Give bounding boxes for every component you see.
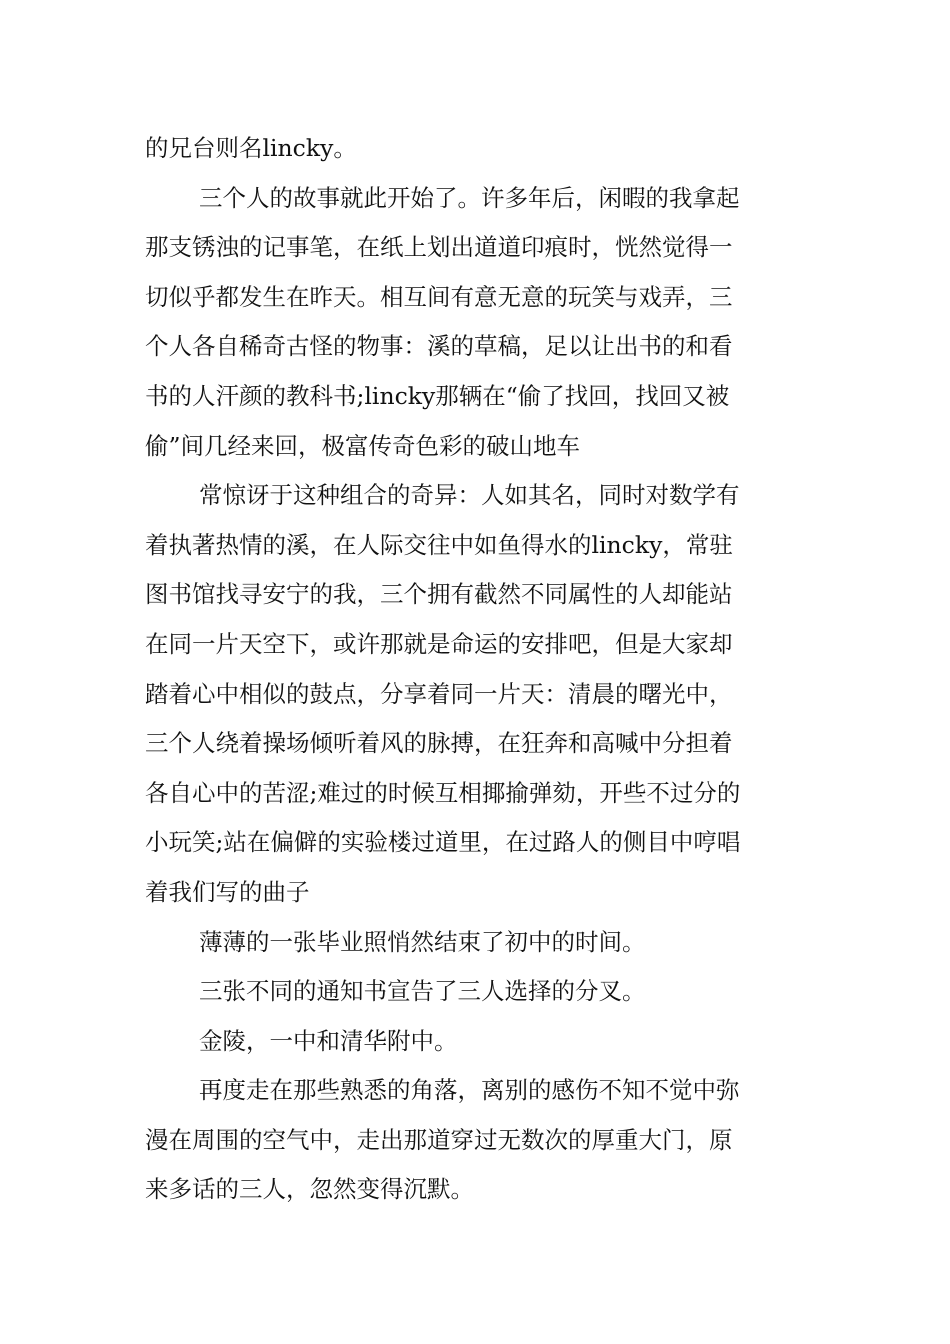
text-line: 三个人绕着操场倾听着风的脉搏，在狂奔和高喊中分担着	[145, 729, 733, 758]
text-line: 三张不同的通知书宣告了三人选择的分叉。	[199, 977, 646, 1006]
text-line: 踏着心中相似的鼓点，分享着同一片天：清晨的曙光中，	[145, 679, 733, 708]
text-line: 常惊讶于这种组合的奇异：人如其名，同时对数学有	[199, 481, 740, 510]
text-line: 着执著热情的溪，在人际交往中如鱼得水的lincky，常驻	[145, 530, 733, 559]
document-body	[145, 124, 815, 1215]
text-line: 三个人的故事就此开始了。许多年后，闲暇的我拿起	[199, 183, 740, 212]
text-line: 那支锈浊的记事笔，在纸上划出道道印痕时，恍然觉得一	[145, 233, 733, 262]
text-line: 偷”间几经来回，极富传奇色彩的破山地车	[145, 431, 581, 460]
text-line: 再度走在那些熟悉的角落，离别的感伤不知不觉中弥	[199, 1076, 740, 1105]
text-line: 的兄台则名lincky。	[145, 134, 357, 162]
text-line: 各自心中的苦涩;难过的时候互相揶揄弹劾，开些不过分的	[145, 778, 741, 807]
text-line: 着我们写的曲子	[145, 877, 310, 906]
text-line: 来多话的三人，忽然变得沉默。	[145, 1175, 474, 1204]
text-line: 书的人汗颜的教科书;lincky那辆在“偷了找回，找回又被	[145, 381, 730, 410]
text-line: 在同一片天空下，或许那就是命运的安排吧，但是大家却	[145, 629, 733, 658]
text-line: 漫在周围的空气中，走出那道穿过无数次的厚重大门，原	[145, 1125, 733, 1154]
text-line: 切似乎都发生在昨天。相互间有意无意的玩笑与戏弄，三	[145, 282, 733, 311]
text-line: 金陵，一中和清华附中。	[199, 1026, 458, 1055]
text-line: 个人各自稀奇古怪的物事：溪的草稿，足以让出书的和看	[145, 332, 733, 361]
text-line: 小玩笑;站在偏僻的实验楼过道里，在过路人的侧目中哼唱	[145, 828, 741, 857]
text-line: 图书馆找寻安宁的我，三个拥有截然不同属性的人却能站	[145, 580, 733, 609]
text-line: 薄薄的一张毕业照悄然结束了初中的时间。	[199, 927, 646, 956]
